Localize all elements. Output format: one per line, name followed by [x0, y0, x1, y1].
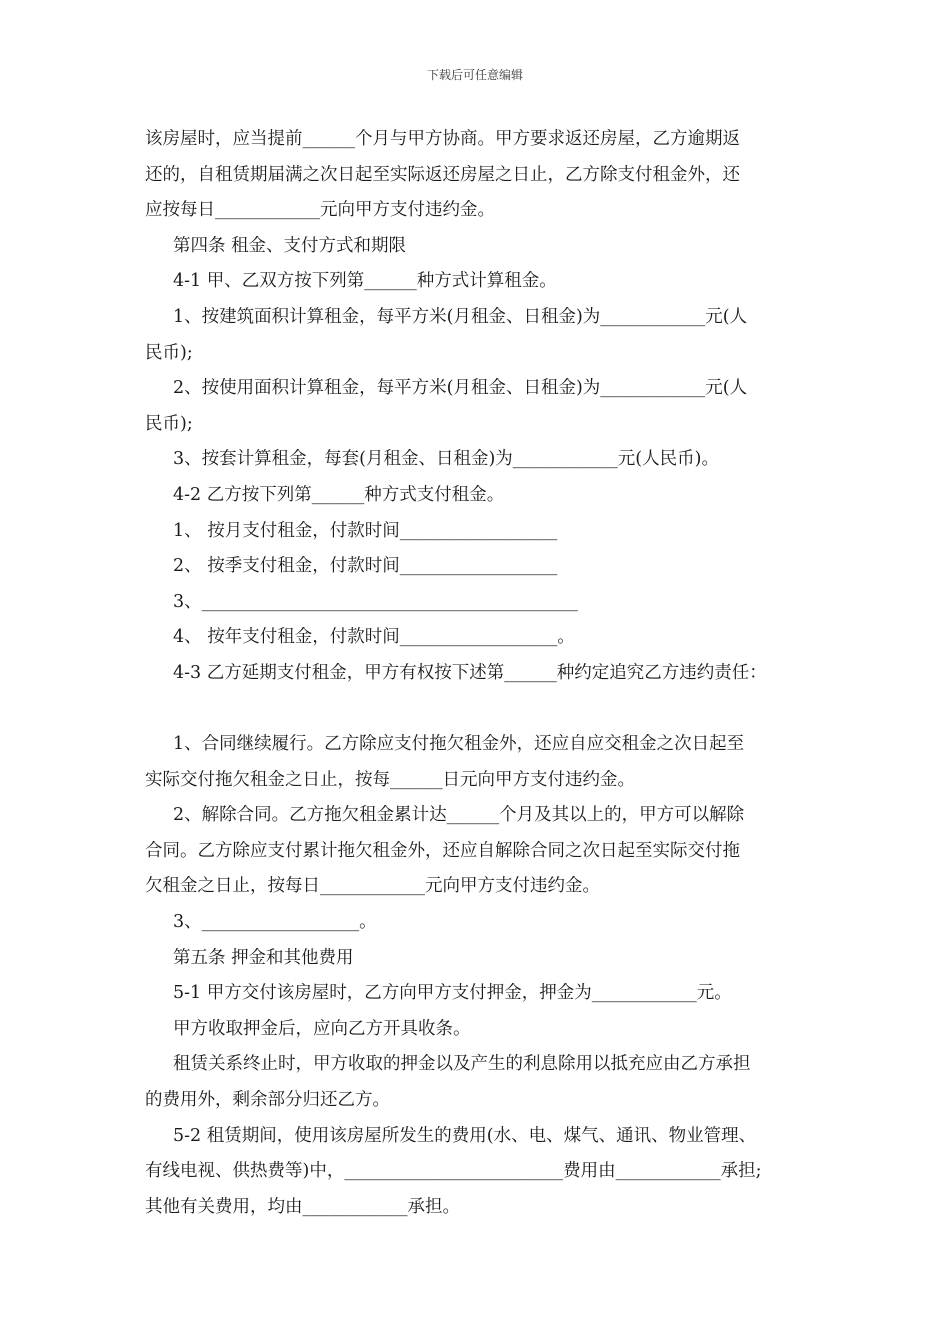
text-line: 合同。乙方除应支付累计拖欠租金外，还应自解除合同之次日起至实际交付拖: [145, 840, 740, 861]
text-line: 该房屋时，应当提前______个月与甲方协商。甲方要求返还房屋，乙方逾期返: [145, 129, 740, 149]
text-line: 4、 按年支付租金，付款时间__________________。: [173, 627, 575, 648]
text-line: 第五条 押金和其他费用: [173, 947, 354, 968]
text-line: 5-2 租赁期间，使用该房屋所发生的费用(水、电、煤气、通讯、物业管理、: [173, 1125, 757, 1146]
text-line: 欠租金之日止，按每日____________元向甲方支付违约金。: [145, 876, 600, 897]
text-line: 甲方收取押金后，应向乙方开具收条。: [173, 1018, 471, 1039]
text-line: 2、按使用面积计算租金，每平方米(月租金、日租金)为____________元(人: [173, 378, 748, 399]
text-line: 3、___________________________________________: [173, 591, 578, 612]
document-body: [145, 122, 810, 1225]
text-line: 2、解除合同。乙方拖欠租金累计达______个月及其以上的，甲方可以解除: [173, 805, 745, 826]
blank-line: [145, 692, 810, 728]
text-line: 3、__________________。: [173, 912, 377, 933]
page-header: 下载后可任意编辑: [426, 68, 523, 82]
text-line: 其他有关费用，均由____________承担。: [145, 1196, 460, 1217]
text-line: 1、 按月支付租金，付款时间__________________: [173, 520, 558, 541]
text-line: 的费用外，剩余部分归还乙方。: [145, 1090, 390, 1111]
text-line: 第四条 租金、支付方式和期限: [173, 235, 407, 256]
text-line: 2、 按季支付租金，付款时间__________________: [173, 556, 558, 577]
text-line: 4-3 乙方延期支付租金，甲方有权按下述第______种约定追究乙方违约责任：: [173, 662, 767, 683]
text-line: 有线电视、供热费等)中，_________________________费用由____________承担;: [145, 1161, 762, 1182]
text-line: 1、按建筑面积计算租金，每平方米(月租金、日租金)为____________元(人: [173, 306, 748, 327]
text-line: 租赁关系终止时，甲方收取的押金以及产生的利息除用以抵充应由乙方承担: [173, 1054, 751, 1075]
text-line: 还的，自租赁期届满之次日起至实际返还房屋之日止，乙方除支付租金外，还: [145, 164, 740, 185]
text-line: 民币);: [145, 342, 193, 363]
text-line: 应按每日____________元向甲方支付违约金。: [145, 200, 495, 221]
text-line: 4-2 乙方按下列第______种方式支付租金。: [173, 484, 505, 505]
text-line: 实际交付拖欠租金之日止，按每______日元向甲方支付违约金。: [145, 769, 635, 790]
text-line: 3、按套计算租金，每套(月租金、日租金)为____________元(人民币)。: [173, 449, 719, 470]
text-line: 5-1 甲方交付该房屋时，乙方向甲方支付押金，押金为____________元。: [173, 983, 732, 1004]
text-line: 1、合同继续履行。乙方除应支付拖欠租金外，还应自应交租金之次日起至: [173, 734, 745, 755]
text-line: 民币);: [145, 413, 193, 434]
text-line: 4-1 甲、乙双方按下列第______种方式计算租金。: [173, 271, 557, 292]
